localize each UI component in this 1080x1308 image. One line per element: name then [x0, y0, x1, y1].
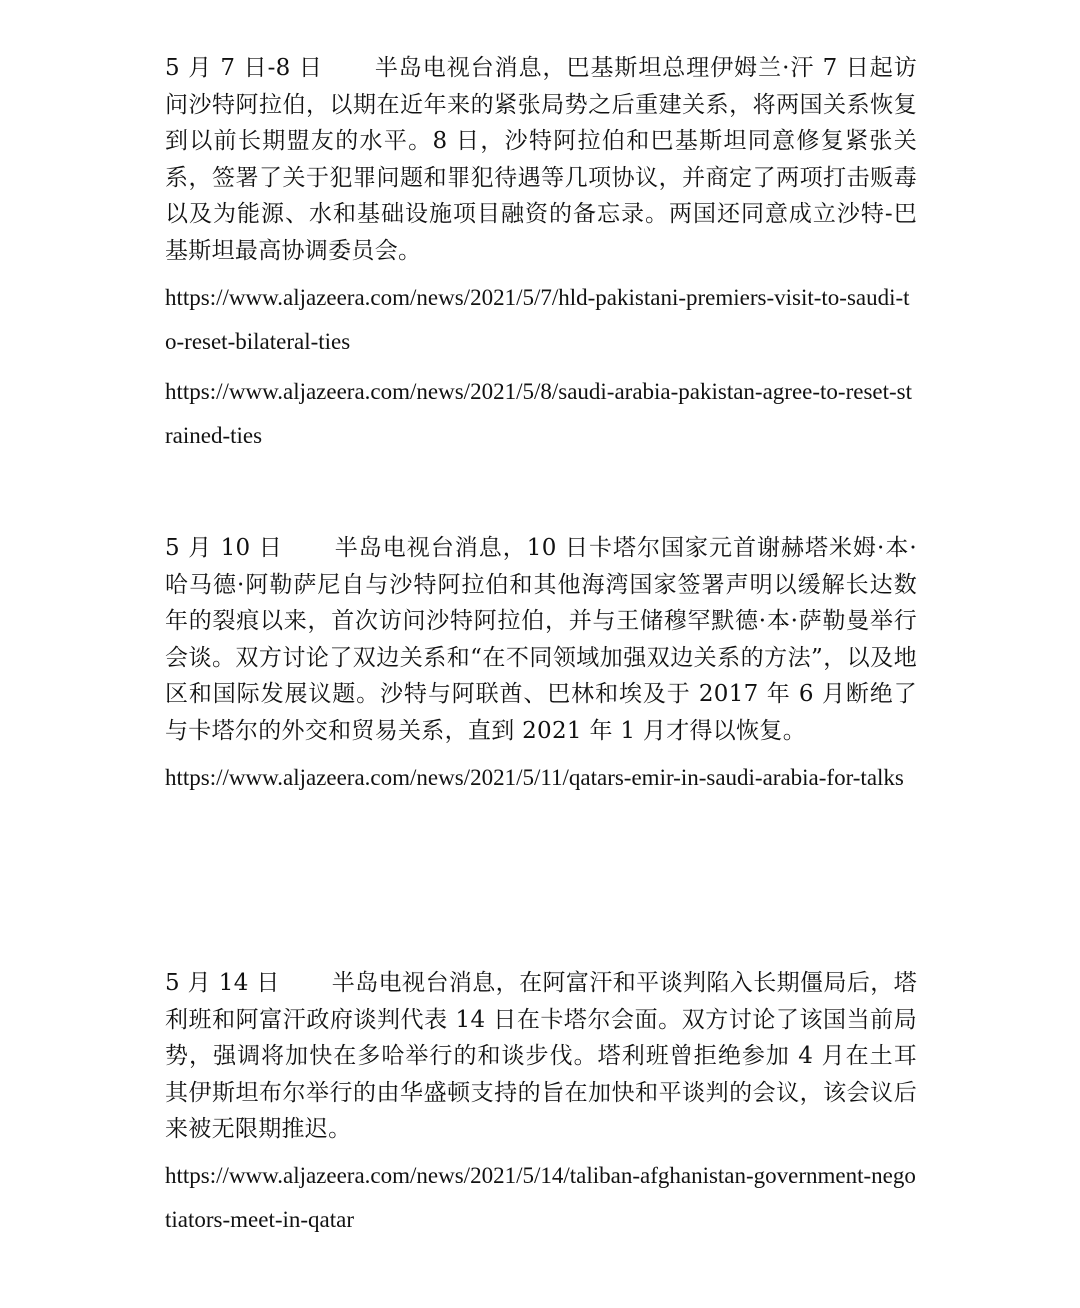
source-link[interactable]: https://www.aljazeera.com/news/2021/5/7/hld-pakistani-premiers-visit-to-saudi-to-reset-bilateral-ties	[165, 284, 910, 354]
source-link[interactable]: https://www.aljazeera.com/news/2021/5/14/taliban-afghanistan-government-negotiators-meet-in-qatar	[165, 1162, 916, 1232]
entry-date: 5 月 14 日	[165, 970, 280, 996]
news-entry	[165, 530, 917, 800]
entry-date: 5 月 10 日	[165, 535, 283, 561]
entry-body: 半岛电视台消息，巴基斯坦总理伊姆兰·汗 7 日起访问沙特阿拉伯，以期在近年来的紧张局势之后重建关系，将两国关系恢复到以前长期盟友的水平。8 日，沙特阿拉伯和巴基斯坦同意修复紧张关系，签署了关于犯罪问题和罪犯待遇等几项协议，并商定了两项打击贩毒以及为能源、水和基础设施项目融资的备忘录。两国还同意成立沙特-巴基斯坦最高协调委员会。	[165, 55, 917, 264]
entry-paragraph	[165, 530, 917, 750]
news-entry	[165, 965, 917, 1242]
entry-paragraph	[165, 50, 917, 270]
entry-body: 半岛电视台消息，在阿富汗和平谈判陷入长期僵局后，塔利班和阿富汗政府谈判代表 14 日在卡塔尔会面。双方讨论了该国当前局势，强调将加快在多哈举行的和谈步伐。塔利班曾拒绝参加 4 月在土耳其伊斯坦布尔举行的由华盛顿支持的旨在加快和平谈判的会议，该会议后来被无限期推迟。	[165, 970, 917, 1143]
entry-paragraph	[165, 965, 917, 1148]
entry-body: 半岛电视台消息，10 日卡塔尔国家元首谢赫塔米姆·本·哈马德·阿勒萨尼自与沙特阿拉伯和其他海湾国家签署声明以缓解长达数年的裂痕以来，首次访问沙特阿拉伯，并与王储穆罕默德·本·萨勒曼举行会谈。双方讨论了双边关系和“在不同领域加强双边关系的方法”，以及地区和国际发展议题。沙特与阿联酋、巴林和埃及于 2017 年 6 月断绝了与卡塔尔的外交和贸易关系，直到 2021 年 1 月才得以恢复。	[165, 535, 917, 744]
source-link[interactable]: https://www.aljazeera.com/news/2021/5/11/qatars-emir-in-saudi-arabia-for-talks	[165, 764, 904, 790]
entry-date: 5 月 7 日-8 日	[165, 55, 323, 81]
news-entry	[165, 50, 917, 458]
source-link[interactable]: https://www.aljazeera.com/news/2021/5/8/saudi-arabia-pakistan-agree-to-reset-strained-ties	[165, 378, 913, 448]
